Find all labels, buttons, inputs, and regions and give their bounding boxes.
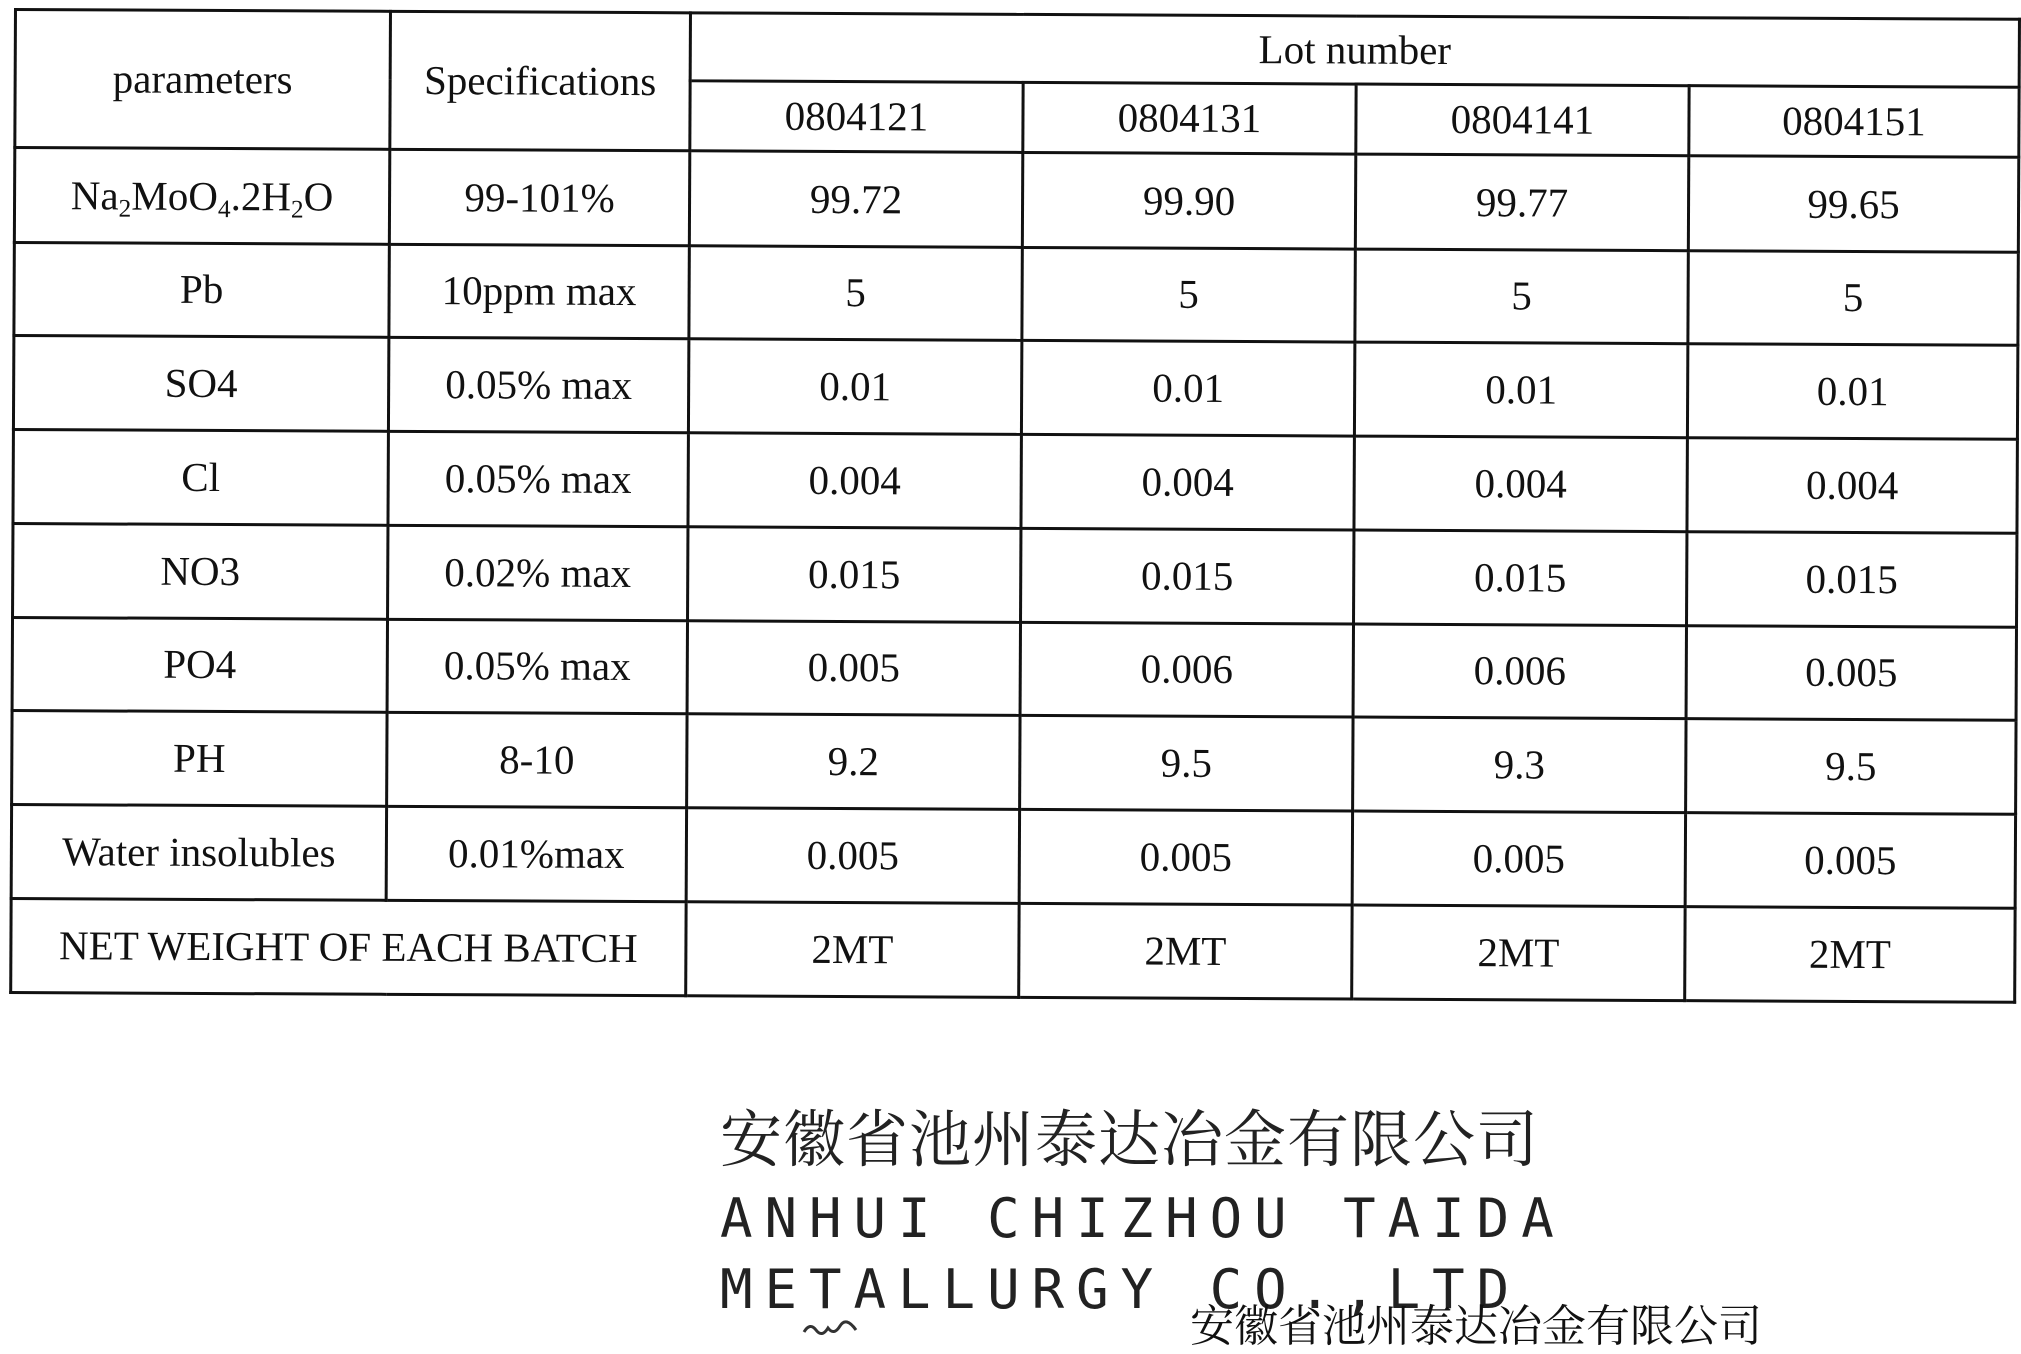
header-specifications: Specifications	[390, 11, 691, 151]
parameter-name: Water insolubles	[11, 805, 386, 900]
table-row	[14, 148, 2018, 252]
table-row	[13, 430, 2017, 533]
signature-mark	[800, 1318, 860, 1340]
lot-number-1: 0804121	[690, 81, 1023, 153]
table-row	[12, 617, 2016, 720]
lot-value: 99.77	[1355, 154, 1688, 250]
lot-value: 99.65	[1688, 156, 2018, 252]
lot-value: 9.5	[1686, 719, 2016, 815]
lot-value: 0.005	[1352, 811, 1685, 906]
net-weight-value: 2MT	[1352, 905, 1685, 1001]
stamp-english-line-2: METALLURGY CO.,LTD	[720, 1258, 1522, 1321]
lot-value: 0.01	[1021, 340, 1354, 436]
lot-value: 9.3	[1353, 717, 1686, 813]
net-weight-value: 2MT	[1685, 906, 2015, 1002]
lot-value: 0.006	[1353, 624, 1686, 719]
parameter-name: Pb	[14, 242, 389, 337]
table-row	[13, 523, 2017, 627]
specification: 10ppm max	[389, 244, 689, 339]
lot-value: 0.015	[1354, 530, 1687, 626]
lot-value: 0.015	[1687, 531, 2017, 627]
lot-value: 0.004	[1021, 435, 1354, 530]
lot-value: 0.01	[688, 339, 1021, 435]
net-weight-value: 2MT	[1019, 903, 1352, 999]
lot-value: 0.005	[1686, 625, 2016, 720]
lot-value: 0.005	[687, 621, 1020, 716]
parameter-name: SO4	[13, 335, 388, 431]
net-weight-value: 2MT	[686, 901, 1019, 997]
lot-number-3: 0804141	[1356, 84, 1689, 156]
specification: 0.05% max	[387, 619, 687, 714]
lot-value: 99.72	[689, 151, 1022, 247]
table-row	[13, 335, 2017, 439]
lot-value: 0.004	[1354, 436, 1687, 531]
lot-value: 0.005	[686, 808, 1019, 903]
lot-value: 0.015	[688, 526, 1021, 622]
company-stamp	[720, 1090, 1566, 1321]
specification: 0.01%max	[386, 807, 686, 902]
table-row	[14, 242, 2018, 345]
lot-value: 0.004	[688, 433, 1021, 528]
lot-value: 0.005	[1019, 810, 1352, 905]
lot-number-2: 0804131	[1023, 83, 1356, 155]
specification: 99-101%	[389, 150, 689, 246]
header-lot-number: Lot number	[690, 13, 2019, 88]
specification: 0.05% max	[388, 337, 688, 433]
lot-value: 5	[689, 245, 1022, 340]
analysis-table	[9, 8, 2021, 1004]
lot-value: 0.01	[1354, 342, 1687, 438]
stamp-english-line-1: ANHUI CHIZHOU TAIDA	[720, 1187, 1566, 1250]
parameter-name: PH	[12, 711, 387, 807]
header-parameters: parameters	[15, 10, 391, 150]
parameter-name: $Na_2MoO_4.2H_2O$	[14, 148, 389, 244]
lot-value: 0.004	[1687, 438, 2017, 533]
lot-number-4: 0804151	[1689, 86, 2019, 158]
lot-value: 0.005	[1685, 813, 2015, 908]
specification: 0.05% max	[388, 432, 688, 527]
table-row	[11, 805, 2015, 908]
specification: 8-10	[387, 712, 687, 808]
stamp-chinese-name: 安徽省池州泰达冶金有限公司	[720, 1103, 1540, 1176]
net-weight-label: NET WEIGHT OF EACH BATCH	[11, 898, 686, 996]
parameter-name: Cl	[13, 430, 388, 525]
lot-value: 99.90	[1022, 153, 1355, 249]
footer-company-name: 安徽省池州泰达冶金有限公司	[1190, 1301, 1762, 1352]
lot-value: 0.01	[1687, 344, 2017, 440]
lot-value: 9.5	[1020, 716, 1353, 812]
lot-value: 5	[1688, 250, 2018, 345]
table-row	[12, 711, 2016, 815]
lot-value: 9.2	[687, 714, 1020, 810]
lot-value: 5	[1022, 247, 1355, 342]
parameter-name: PO4	[12, 617, 387, 712]
lot-value: 5	[1355, 249, 1688, 344]
lot-value: 0.015	[1021, 528, 1354, 624]
parameter-name: NO3	[13, 523, 388, 619]
table-row	[11, 898, 2015, 1002]
lot-value: 0.006	[1020, 622, 1353, 717]
specification: 0.02% max	[388, 525, 688, 621]
